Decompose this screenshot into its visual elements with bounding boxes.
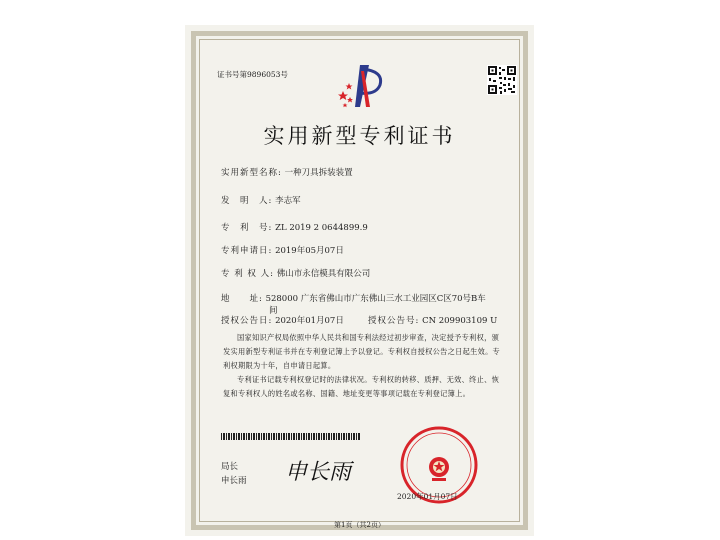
field-label: 专 利 权 人: <box>221 269 274 279</box>
field-label: 地 址: <box>221 294 263 304</box>
field-label: 授权公告日: <box>221 316 273 326</box>
field-value: 2019年05月07日 <box>275 246 344 256</box>
qr-code-icon <box>487 65 517 95</box>
field-value: 一种刀具拆装装置 <box>284 168 353 178</box>
field-row <box>221 267 370 279</box>
page-footer: 第1页（共2页） <box>334 521 385 529</box>
field-value: ZL 2019 2 0644899.9 <box>275 223 368 233</box>
field-label: 专 利 号: <box>221 223 273 233</box>
certificate-number: 证书号第9896053号 <box>217 70 288 79</box>
field-value: 李志军 <box>275 196 301 206</box>
barcode-strip <box>221 433 361 440</box>
field-row <box>221 166 353 178</box>
director-signature: 申长雨 <box>285 460 352 485</box>
field-value: 2020年01月07日 <box>275 316 344 326</box>
cnipa-logo-icon <box>336 63 388 109</box>
field-row <box>221 221 368 233</box>
field-value: CN 209903109 U <box>422 316 498 326</box>
field-row <box>368 314 497 326</box>
field-value-continued: 间 <box>269 306 278 316</box>
field-value: 528000 广东省佛山市广东佛山三水工业园区C区70号B车 <box>265 294 486 304</box>
field-row <box>221 194 301 206</box>
field-row <box>221 314 344 326</box>
field-label: 专利申请日: <box>221 246 273 256</box>
field-label: 发 明 人: <box>221 196 273 206</box>
director-name: 申长雨 <box>221 476 247 486</box>
seal-date: 2020年01月07日 <box>397 492 458 501</box>
field-row <box>221 244 344 256</box>
field-row <box>221 292 486 304</box>
field-label: 授权公告号: <box>368 316 420 326</box>
certificate-title: 实用新型专利证书 <box>263 124 456 148</box>
director-title: 局长 <box>221 462 239 472</box>
paragraph-grant: 国家知识产权局依照中华人民共和国专利法经过初步审查，决定授予专利权，颁发实用新型专利证书并在专利登记簿上予以登记。专利权自授权公告之日起生效。专利权期限为十年，自申请日起算。 <box>223 333 501 370</box>
field-value: 佛山市永信模具有限公司 <box>276 269 371 279</box>
paragraph-notes: 专利证书记载专利权登记时的法律状况。专利权的转移、质押、无效、终止、恢复和专利权人的姓名或名称、国籍、地址变更等事项记载在专利登记簿上。 <box>223 375 500 398</box>
patent-certificate <box>185 25 534 536</box>
field-label: 实用新型名称: <box>221 168 282 178</box>
